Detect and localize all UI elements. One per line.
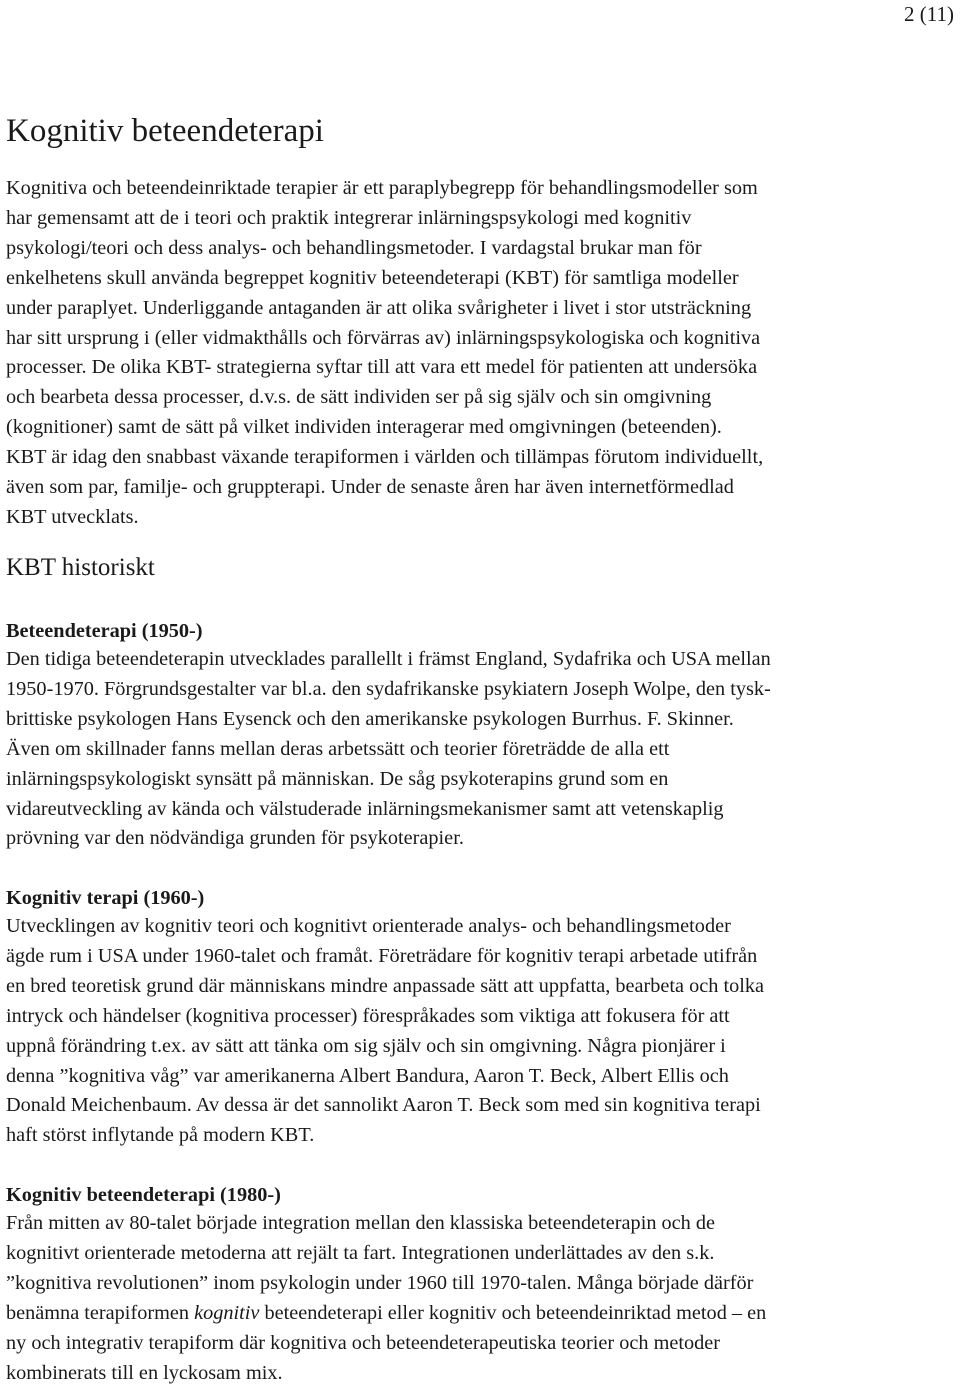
- text-line: Donald Meichenbaum. Av dessa är det sannolikt Aaron T. Beck som med sin kognitiva terapi: [6, 1094, 761, 1117]
- text-line: ny och integrativ terapiform där kognitiva och beteendeterapeutiska teorier och metoder: [6, 1331, 721, 1354]
- text-line: processer. De olika KBT- strategierna syftar till att vara ett medel för patienten att undersöka: [6, 356, 758, 379]
- text-line: (kognitioner) samt de sätt på vilket individen interagerar med omgivningen (beteenden).: [6, 416, 722, 439]
- subsection-heading-kbt: Kognitiv beteendeterapi (1980-): [6, 1184, 281, 1206]
- italic-term: kognitiv: [194, 1301, 260, 1324]
- paragraph-kognitiv-terapi: [6, 912, 951, 1151]
- text-line: psykologi/teori och dess analys- och behandlingsmetoder. I vardagstal brukar man för: [6, 236, 702, 259]
- text-line: enkelhetens skull använda begreppet kognitiv beteendeterapi (KBT) för samtliga modeller: [6, 266, 739, 289]
- text-line: haft störst inflytande på modern KBT.: [6, 1124, 315, 1147]
- subsection-heading-beteendeterapi: Beteendeterapi (1950-): [6, 620, 203, 642]
- text-line: Den tidiga beteendeterapin utvecklades parallellt i främst England, Sydafrika och USA mellan: [6, 648, 771, 670]
- text-line: ägde rum i USA under 1960-talet och framåt. Företrädare för kognitiv terapi arbetade utifrån: [6, 944, 758, 967]
- text-line: har gemensamt att de i teori och praktik integrerar inlärningspsykologi med kognitiv: [6, 206, 692, 229]
- text-line: Från mitten av 80-talet började integration mellan den klassiska beteendeterapin och de: [6, 1212, 716, 1234]
- section-heading-history: KBT historiskt: [6, 554, 155, 581]
- text-line: denna ”kognitiva våg” var amerikanerna Albert Bandura, Aaron T. Beck, Albert Ellis och: [6, 1064, 729, 1087]
- text-line: kombinerats till en lyckosam mix.: [6, 1361, 283, 1384]
- text-line: prövning var den nödvändiga grunden för psykoterapier.: [6, 827, 464, 850]
- text-line: även som par, familje- och gruppterapi. Under de senaste åren har även internetförmedlad: [6, 476, 734, 499]
- text-line: och bearbeta dessa processer, d.v.s. de sätt individen ser på sig själv och sin omgivning: [6, 386, 712, 409]
- text-line: 1950-1970. Förgrundsgestalter var bl.a. den sydafrikanske psykiatern Joseph Wolpe, den tysk-: [6, 677, 771, 700]
- text-line: KBT utvecklats.: [6, 505, 139, 528]
- text-segment: benämna terapiformen: [6, 1301, 195, 1324]
- paragraph-kbt: [6, 1209, 951, 1388]
- text-line: inlärningspsykologiskt synsätt på människan. De såg psykoterapins grund som en: [6, 767, 669, 790]
- text-line: Kognitiva och beteendeinriktade terapier är ett paraplybegrepp för behandlingsmodeller som: [6, 177, 758, 199]
- text-line: intryck och händelser (kognitiva processer) förespråkades som viktiga att fokusera för att: [6, 1004, 730, 1027]
- text-line: under paraplyet. Underliggande antaganden är att olika svårigheter i livet i stor utsträckning: [6, 296, 752, 319]
- page-title: Kognitiv beteendeterapi: [6, 113, 324, 149]
- text-line: KBT är idag den snabbast växande terapiformen i världen och tillämpas förutom individuellt,: [6, 446, 764, 469]
- text-line: ”kognitiva revolutionen” inom psykologin under 1960 till 1970-talen. Många började därför: [6, 1271, 754, 1294]
- intro-paragraph: [6, 174, 951, 533]
- text-segment: beteendeterapi eller kognitiv och beteendeinriktad metod – en: [259, 1301, 767, 1324]
- text-line: Utvecklingen av kognitiv teori och kognitivt orienterade analys- och behandlingsmetoder: [6, 915, 731, 937]
- text-line: kognitivt orienterade metoderna att rejält ta fart. Integrationen underlättades av den s.k.: [6, 1241, 715, 1264]
- text-line: brittiske psykologen Hans Eysenck och den amerikanske psykologen Burrhus. F. Skinner.: [6, 707, 734, 730]
- paragraph-beteendeterapi: [6, 645, 951, 854]
- text-line: har sitt ursprung i (eller vidmakthålls och förvärras av) inlärningspsykologiska och kognitiva: [6, 326, 761, 349]
- text-line: uppnå förändring t.ex. av sätt att tänka om sig själv och sin omgivning. Några pionjärer i: [6, 1034, 726, 1057]
- text-line: en bred teoretisk grund där människans mindre anpassade sätt att uppfatta, bearbeta och tolka: [6, 974, 765, 997]
- page-number: 2 (11): [904, 2, 954, 26]
- text-line-mixed: [6, 1299, 951, 1329]
- subsection-heading-kognitiv-terapi: Kognitiv terapi (1960-): [6, 887, 205, 909]
- text-line: vidareutveckling av kända och välstuderade inlärningsmekanismer samt att vetenskaplig: [6, 797, 724, 820]
- text-line: Även om skillnader fanns mellan deras arbetssätt och teorier företrädde de alla ett: [6, 737, 670, 760]
